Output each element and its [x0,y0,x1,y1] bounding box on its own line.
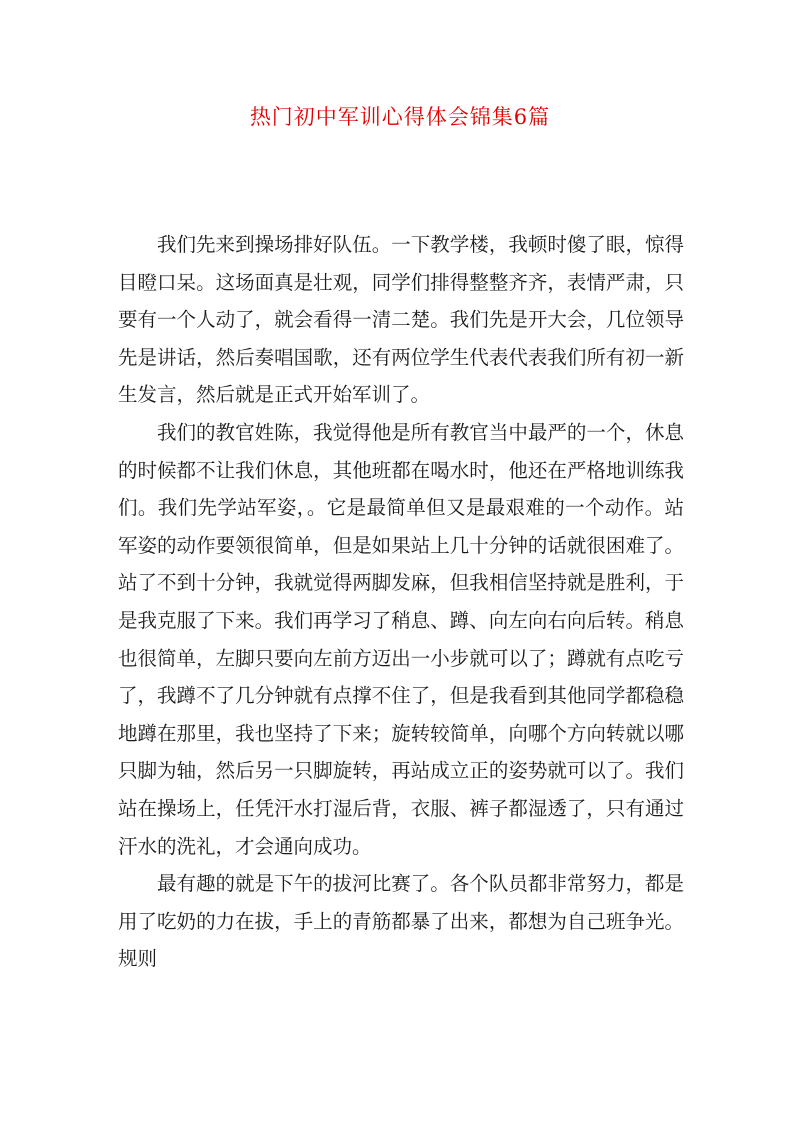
paragraph: 最有趣的就是下午的拔河比赛了。各个队员都非常努力，都是用了吃奶的力在拔，手上的青筋都暴了出来，都想为自己班争光。规则 [118,872,684,971]
document-body [118,226,684,978]
paragraph: 我们先来到操场排好队伍。一下教学楼，我顿时傻了眼，惊得目瞪口呆。这场面真是壮观，同学们排得整整齐齐，表情严肃，只要有一个人动了，就会看得一清二楚。我们先是开大会，几位领导先是讲话，然后奏唱国歌，还有两位学生代表代表我们所有初一新生发言，然后就是正式开始军训了。 [118,233,684,407]
document-title: 热门初中军训心得体会锦集6篇 [249,105,551,129]
paragraph: 我们的教官姓陈，我觉得他是所有教官当中最严的一个，休息的时候都不让我们休息，其他班都在喝水时，他还在严格地训练我们。我们先学站军姿，。它是最简单但又是最艰难的一个动作。站军姿的动作要领很简单，但是如果站上几十分钟的话就很困难了。站了不到十分钟，我就觉得两脚发麻，但我相信坚持就是胜利，于是我克服了下来。我们再学习了稍息、蹲、向左向右向后转。稍息也很简单，左脚只要向左前方迈出一小步就可以了；蹲就有点吃亏了，我蹲不了几分钟就有点撑不住了，但是我看到其他同学都稳稳地蹲在那里，我也坚持了下来；旋转较简单，向哪个方向转就以哪只脚为轴，然后另一只脚旋转，再站成立正的姿势就可以了。我们站在操场上，任凭汗水打湿后背，衣服、裤子都湿透了，只有通过汗水的洗礼，才会通向成功。 [118,420,684,858]
